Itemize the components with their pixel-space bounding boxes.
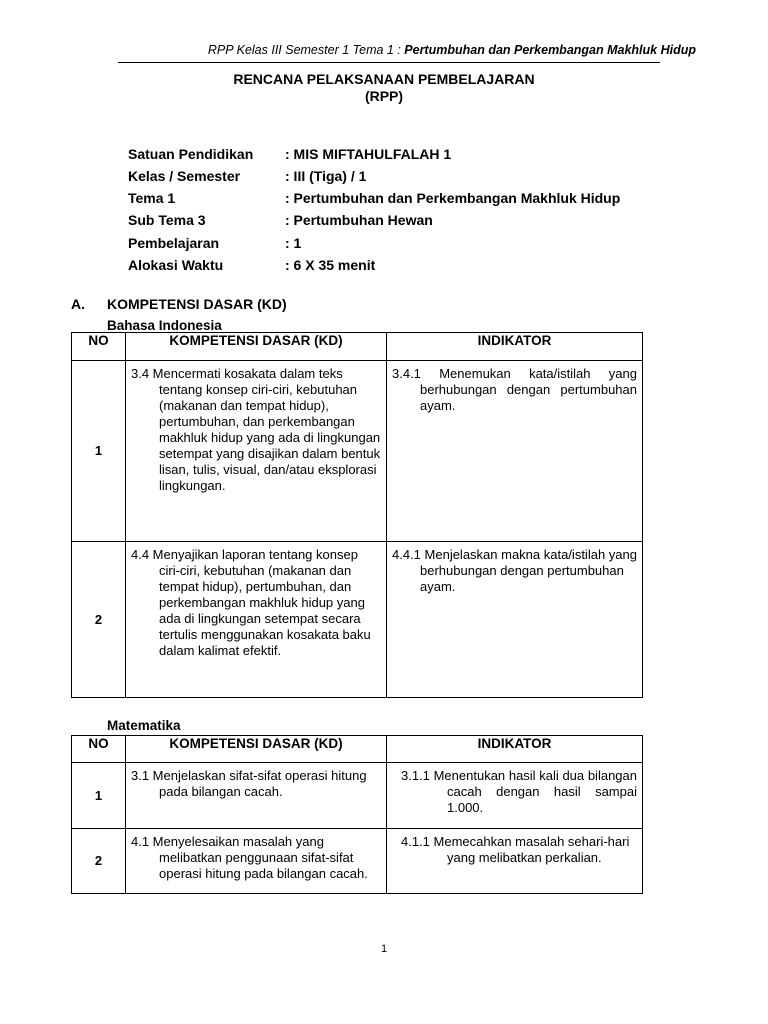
row-number: 2 [72, 829, 126, 894]
row-number: 1 [72, 361, 126, 542]
identity-value: : Pertumbuhan dan Perkembangan Makhluk Hidup [285, 190, 621, 206]
kd-text: 4.1 Menyelesaikan masalah yang melibatkan penggunaan sifat-sifat operasi hitung pada bilangan cacah. [131, 834, 368, 881]
identity-label: Pembelajaran [128, 235, 220, 251]
kd-cell [126, 763, 387, 829]
identity-value: : Pertumbuhan Hewan [285, 212, 433, 228]
subject-heading-bahasa: Bahasa Indonesia [107, 318, 222, 333]
document-subtitle: (RPP) [364, 88, 404, 104]
kd-cell [126, 829, 387, 894]
subject-heading-matematika: Matematika [107, 718, 181, 733]
identity-value: : 6 X 35 menit [285, 257, 376, 273]
section-heading [71, 295, 287, 313]
indikator-wrap [392, 768, 637, 816]
table-row [72, 763, 643, 829]
table-row [72, 829, 643, 894]
running-header-prefix: RPP Kelas III Semester 1 Tema 1 : [207, 43, 405, 57]
indikator-cell [387, 361, 643, 542]
row-number: 1 [72, 763, 126, 829]
kd-cell [126, 361, 387, 542]
header-divider [118, 62, 660, 63]
kd-table-matematika [71, 735, 643, 894]
indikator-cell [387, 542, 643, 698]
identity-label: Sub Tema 3 [128, 212, 206, 228]
indikator-cell [387, 829, 643, 894]
table-header-row [72, 333, 643, 361]
indikator-text: 3.1.1 Menentukan hasil kali dua bilangan cacah dengan hasil sampai 1.000. [401, 768, 637, 815]
indikator-wrap [392, 834, 637, 866]
column-header-no: NO [72, 333, 126, 361]
identity-value: : III (Tiga) / 1 [285, 168, 367, 184]
column-header-kd: KOMPETENSI DASAR (KD) [126, 333, 387, 361]
running-header [0, 43, 696, 57]
section-number: A. [71, 296, 85, 312]
identity-label: Kelas / Semester [128, 168, 241, 184]
section-title: KOMPETENSI DASAR (KD) [107, 296, 287, 312]
identity-value: : 1 [285, 235, 302, 251]
column-header-no: NO [72, 736, 126, 763]
identity-label: Satuan Pendidikan [128, 146, 254, 162]
row-number: 2 [72, 542, 126, 698]
kd-text: 4.4 Menyajikan laporan tentang konsep ciri-ciri, kebutuhan (makanan dan tempat hidup), pertumbuhan, dan perkembangan makhluk hidup yang ada di lingkungan setempat secara tertulis menggunakan kosakata baku dalam kalimat efektif. [131, 547, 371, 658]
table-header-row [72, 736, 643, 763]
table-row [72, 542, 643, 698]
identity-value: : MIS MIFTAHULFALAH 1 [285, 146, 452, 162]
document-title: RENCANA PELAKSANAAN PEMBELAJARAN [233, 71, 535, 87]
page-number: 1 [380, 943, 388, 955]
indikator-text: 4.4.1 Menjelaskan makna kata/istilah yang berhubungan dengan pertumbuhan ayam. [392, 547, 637, 594]
running-header-topic: Pertumbuhan dan Perkembangan Makhluk Hidup [404, 43, 696, 57]
identity-label: Alokasi Waktu [128, 257, 224, 273]
column-header-kd: KOMPETENSI DASAR (KD) [126, 736, 387, 763]
indikator-text: 4.1.1 Memecahkan masalah sehari-hari yang melibatkan perkalian. [401, 834, 630, 865]
kd-text: 3.1 Menjelaskan sifat-sifat operasi hitung pada bilangan cacah. [131, 768, 367, 799]
indikator-cell [387, 763, 643, 829]
table-row [72, 361, 643, 542]
column-header-indikator: INDIKATOR [387, 333, 643, 361]
column-header-indikator: INDIKATOR [387, 736, 643, 763]
kd-table-bahasa [71, 332, 643, 698]
kd-cell [126, 542, 387, 698]
indikator-text: 3.4.1 Menemukan kata/istilah yang berhubungan dengan pertumbuhan ayam. [392, 366, 637, 413]
kd-text: 3.4 Mencermati kosakata dalam teks tentang konsep ciri-ciri, kebutuhan (makanan dan tempat hidup), pertumbuhan, dan perkembangan makhluk hidup yang ada di lingkungan setempat yang disajikan dalam bentuk lisan, tulis, visual, dan/atau eksplorasi lingkungan. [131, 366, 381, 493]
identity-label: Tema 1 [128, 190, 176, 206]
